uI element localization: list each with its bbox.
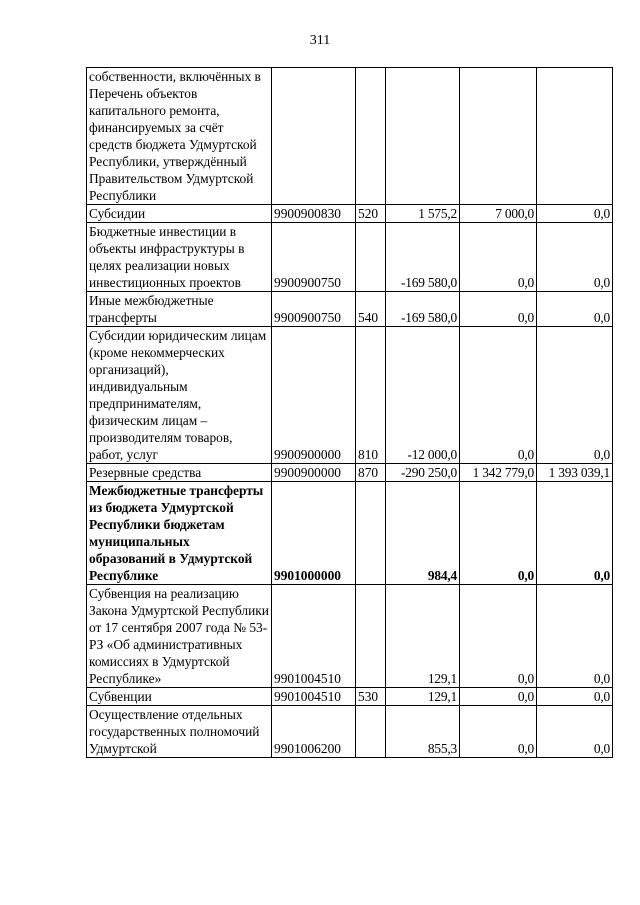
- row-value-1-cell: 855,3: [386, 706, 460, 758]
- row-name-cell: Осуществление отдельных государственных полномочий Удмуртской: [87, 706, 272, 758]
- row-code-cell: 9901006200: [272, 706, 356, 758]
- row-value-1-cell: 1 575,2: [386, 205, 460, 223]
- table-row: [87, 327, 613, 464]
- row-code-cell: 9901004510: [272, 688, 356, 706]
- row-type-cell: 540: [356, 292, 386, 327]
- row-value-2-cell: 7 000,0: [460, 205, 537, 223]
- row-value-2-cell: 0,0: [460, 688, 537, 706]
- row-value-2-cell: 0,0: [460, 292, 537, 327]
- row-value-3-cell: 1 393 039,1: [537, 464, 613, 482]
- row-type-cell: [356, 223, 386, 292]
- row-value-3-cell: 0,0: [537, 482, 613, 585]
- row-code-cell: 9900900000: [272, 464, 356, 482]
- row-value-3-cell: 0,0: [537, 688, 613, 706]
- row-name-cell: Бюджетные инвестиции в объекты инфраструктуры в целях реализации новых инвестиционных проектов: [87, 223, 272, 292]
- row-code-cell: 9900900830: [272, 205, 356, 223]
- row-value-2-cell: 1 342 779,0: [460, 464, 537, 482]
- table-row: [87, 706, 613, 758]
- table-row: [87, 205, 613, 223]
- row-name-cell: Иные межбюджетные трансферты: [87, 292, 272, 327]
- row-value-1-cell: 129,1: [386, 688, 460, 706]
- row-value-2-cell: [460, 68, 537, 205]
- row-code-cell: 9900900000: [272, 327, 356, 464]
- row-name-cell: Субсидии юридическим лицам (кроме некоммерческих организаций), индивидуальным предпринимателям, физическим лицам – производителям товаров, работ, услуг: [87, 327, 272, 464]
- budget-table: [86, 67, 613, 758]
- table-row: [87, 482, 613, 585]
- row-type-cell: 810: [356, 327, 386, 464]
- row-code-cell: 9901000000: [272, 482, 356, 585]
- row-name-cell: Субсидии: [87, 205, 272, 223]
- row-value-1-cell: -169 580,0: [386, 292, 460, 327]
- table-row: [87, 68, 613, 205]
- row-value-2-cell: 0,0: [460, 585, 537, 688]
- row-value-3-cell: 0,0: [537, 223, 613, 292]
- row-type-cell: [356, 482, 386, 585]
- row-value-2-cell: 0,0: [460, 482, 537, 585]
- row-value-3-cell: 0,0: [537, 205, 613, 223]
- row-value-1-cell: [386, 68, 460, 205]
- row-value-1-cell: 129,1: [386, 585, 460, 688]
- budget-table-body: [87, 68, 613, 758]
- row-value-3-cell: 0,0: [537, 327, 613, 464]
- row-name-cell: Межбюджетные трансферты из бюджета Удмуртской Республики бюджетам муниципальных образований в Удмуртской Республике: [87, 482, 272, 585]
- row-value-2-cell: 0,0: [460, 223, 537, 292]
- table-row: [87, 223, 613, 292]
- row-value-2-cell: 0,0: [460, 327, 537, 464]
- row-value-1-cell: 984,4: [386, 482, 460, 585]
- row-type-cell: 520: [356, 205, 386, 223]
- row-value-3-cell: 0,0: [537, 585, 613, 688]
- row-value-2-cell: 0,0: [460, 706, 537, 758]
- row-name-cell: собственности, включённых в Перечень объектов капитального ремонта, финансируемых за счёт средств бюджета Удмуртской Республики, утверждённый Правительством Удмуртской Республики: [87, 68, 272, 205]
- row-code-cell: 9901004510: [272, 585, 356, 688]
- row-code-cell: [272, 68, 356, 205]
- row-value-1-cell: -12 000,0: [386, 327, 460, 464]
- row-value-3-cell: 0,0: [537, 292, 613, 327]
- table-row: [87, 292, 613, 327]
- table-row: [87, 688, 613, 706]
- row-type-cell: [356, 585, 386, 688]
- row-value-1-cell: -169 580,0: [386, 223, 460, 292]
- row-type-cell: [356, 68, 386, 205]
- row-value-3-cell: [537, 68, 613, 205]
- page-number: 311: [309, 33, 331, 48]
- row-type-cell: 870: [356, 464, 386, 482]
- row-code-cell: 9900900750: [272, 292, 356, 327]
- row-name-cell: Резервные средства: [87, 464, 272, 482]
- row-name-cell: Субвенции: [87, 688, 272, 706]
- row-value-1-cell: -290 250,0: [386, 464, 460, 482]
- row-code-cell: 9900900750: [272, 223, 356, 292]
- row-type-cell: 530: [356, 688, 386, 706]
- row-type-cell: [356, 706, 386, 758]
- row-value-3-cell: 0,0: [537, 706, 613, 758]
- row-name-cell: Субвенция на реализацию Закона Удмуртской Республики от 17 сентября 2007 года № 53-РЗ «Об административных комиссиях в Удмуртской Республике»: [87, 585, 272, 688]
- table-row: [87, 585, 613, 688]
- table-row: [87, 464, 613, 482]
